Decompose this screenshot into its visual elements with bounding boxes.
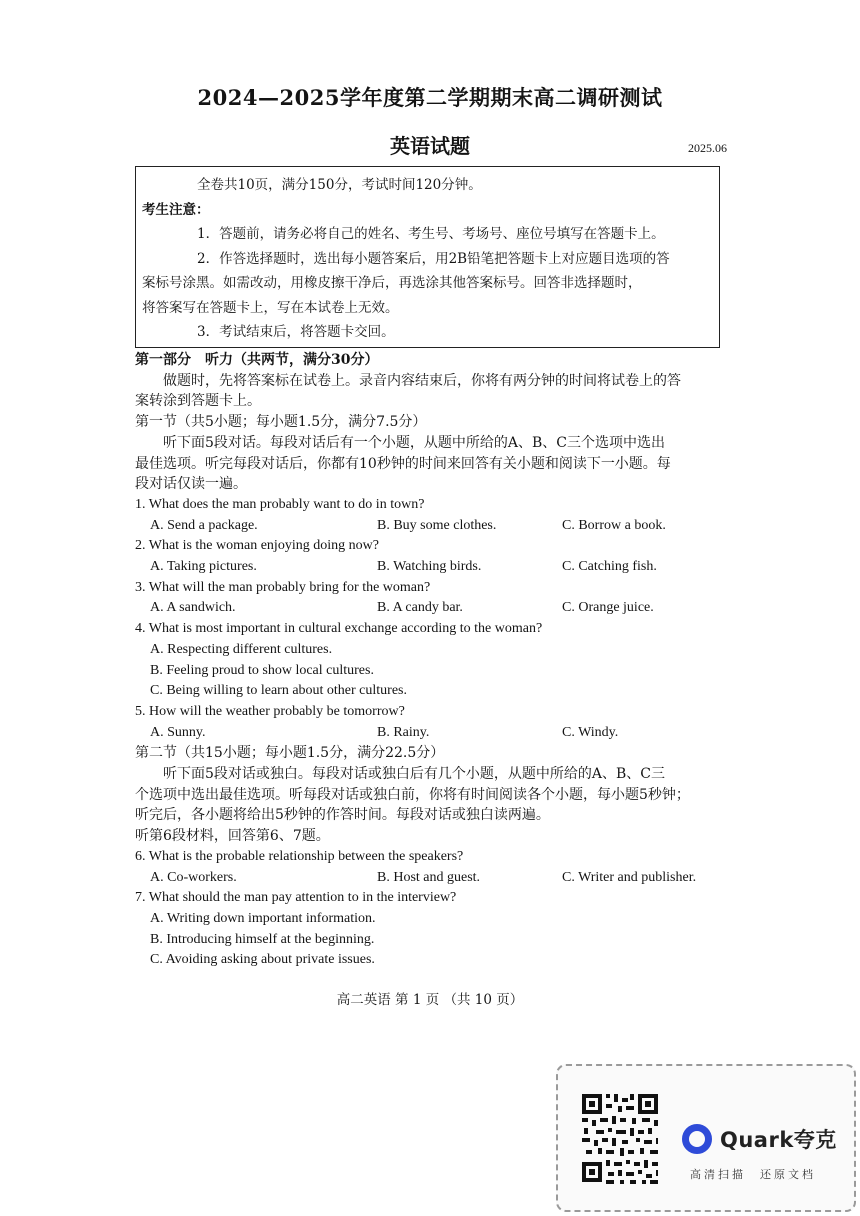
section1-instruction-a: 听下面5段对话。每段对话后有一个小题，从题中所给的A、B、C三个选项中选出 <box>163 434 666 451</box>
question-5-options <box>135 723 730 744</box>
qr-code-icon <box>580 1088 660 1188</box>
question-1-option-a: A. Send a package. <box>150 517 258 533</box>
question-5-option-c: C. Windy. <box>562 724 619 740</box>
question-7-option-a: A. Writing down important information. <box>150 910 376 926</box>
notice-item-1: 1．答题前，请务必将自己的姓名、考生号、考场号、座位号填写在答题卡上。 <box>197 226 665 242</box>
question-4-option-b: B. Feeling proud to show local cultures. <box>150 662 374 678</box>
question-3-option-b: B. A candy bar. <box>377 600 463 616</box>
section2-instruction-a: 听下面5段对话或独白。每段对话或独白后有几个小题，从题中所给的A、B、C三 <box>163 766 666 783</box>
notice-item-2c: 将答案写在答题卡上，写在本试卷上无效。 <box>142 299 399 316</box>
question-6-options <box>135 868 730 889</box>
question-2-options <box>135 557 730 578</box>
part1-heading: 第一部分 听力（共两节，满分30分） <box>135 352 379 368</box>
question-2-option-c: C. Catching fish. <box>562 559 657 575</box>
question-7-option-c: C. Avoiding asking about private issues. <box>150 952 375 968</box>
question-2-option-b: B. Watching birds. <box>377 559 482 575</box>
question-5-option-a: A. Sunny. <box>150 724 206 740</box>
quark-brand-name: Quark夸克 <box>720 1128 837 1152</box>
question-1-option-c: C. Borrow a book. <box>562 517 666 533</box>
question-3-stem: 3. What will the man probably bring for the woman? <box>135 579 431 595</box>
question-4-stem: 4. What is most important in cultural exchange according to the woman? <box>135 621 543 637</box>
question-2-option-a: A. Taking pictures. <box>150 559 257 575</box>
question-6-option-b: B. Host and guest. <box>377 869 481 885</box>
question-5-stem: 5. How will the weather probably be tomorrow? <box>135 703 405 719</box>
question-6-option-a: A. Co-workers. <box>150 869 237 885</box>
notice-item-2a: 2．作答选择题时，选出每小题答案后，用2B铅笔把答题卡上对应题目选项的答 <box>197 250 670 267</box>
question-7-option-b: B. Introducing himself at the beginning. <box>150 931 375 947</box>
notice-item-2b: 案标号涂黑。如需改动，用橡皮擦干净后，再选涂其他答案标号。回答非选择题时， <box>142 275 642 291</box>
section2-instruction-c: 听完后，各小题将给出5秒钟的作答时间。每段对话或独白读两遍。 <box>135 807 550 824</box>
question-4-option-a: A. Respecting different cultures. <box>150 641 333 657</box>
notice-item-3: 3．考试结束后，将答题卡交回。 <box>197 324 395 340</box>
question-2-stem: 2. What is the woman enjoying doing now? <box>135 538 379 554</box>
section1-instruction-b: 最佳选项。听完每段对话后，你都有10秒钟的时间来回答有关小题和阅读下一小题。每 <box>135 455 671 472</box>
exam-date: 2025.06 <box>688 141 727 155</box>
question-3-options <box>135 598 730 619</box>
quark-brand <box>682 1124 837 1154</box>
section1-instruction-c: 段对话仅读一遍。 <box>135 476 247 493</box>
exam-title: 2024—2025学年度第二学期期末高二调研测试 <box>197 85 663 110</box>
section1-heading: 第一节（共5小题；每小题1.5分，满分7.5分） <box>135 414 427 431</box>
part1-instruction-b: 案转涂到答题卡上。 <box>135 393 261 410</box>
page-footer: 高二英语 第 1 页 （共 10 页） <box>336 992 524 1008</box>
question-1-option-b: B. Buy some clothes. <box>377 517 497 533</box>
quark-logo-icon <box>682 1124 712 1154</box>
notice-heading: 考生注意： <box>142 201 210 218</box>
material-6-heading: 听第6段材料，回答第6、7题。 <box>135 828 330 845</box>
question-3-option-a: A. A sandwich. <box>150 600 236 616</box>
exam-content <box>135 350 730 971</box>
exam-subtitle: 英语试题 <box>390 134 470 158</box>
quark-tagline: 高清扫描 还原文档 <box>690 1168 816 1181</box>
section2-heading: 第二节（共15小题；每小题1.5分，满分22.5分） <box>135 745 445 762</box>
question-4-option-c: C. Being willing to learn about other cultures. <box>150 683 408 699</box>
question-7-stem: 7. What should the man pay attention to in the interview? <box>135 890 457 906</box>
question-1-options <box>135 516 730 537</box>
notice-box <box>135 166 720 348</box>
quark-watermark[interactable] <box>556 1064 856 1212</box>
section2-instruction-b: 个选项中选出最佳选项。听每段对话或独白前，你将有时间阅读各个小题，每小题5秒钟； <box>135 786 690 803</box>
question-6-stem: 6. What is the probable relationship between the speakers? <box>135 848 464 864</box>
question-1-stem: 1. What does the man probably want to do in town? <box>135 496 425 512</box>
question-3-option-c: C. Orange juice. <box>562 600 654 616</box>
question-5-option-b: B. Rainy. <box>377 724 430 740</box>
notice-intro: 全卷共10页，满分150分，考试时间120分钟。 <box>197 177 482 193</box>
question-6-option-c: C. Writer and publisher. <box>562 869 697 885</box>
part1-instruction-a: 做题时，先将答案标在试卷上。录音内容结束后，你将有两分钟的时间将试卷上的答 <box>163 372 681 389</box>
